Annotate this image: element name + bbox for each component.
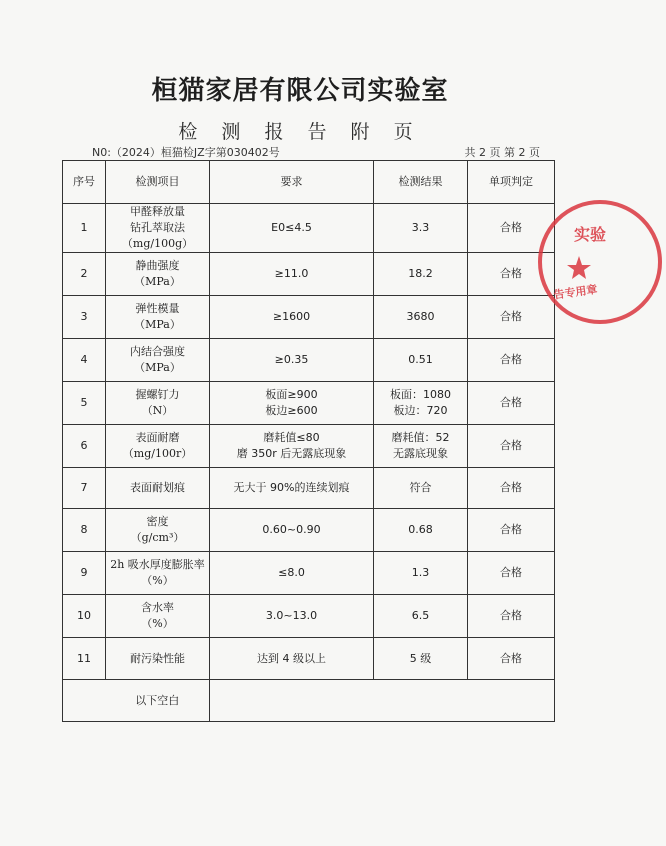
row-number: 7	[63, 468, 106, 509]
test-results-table	[62, 160, 555, 722]
table-row	[63, 296, 555, 339]
test-result	[374, 509, 468, 552]
test-result	[374, 638, 468, 680]
item-line: 密度	[146, 515, 169, 528]
table-row	[63, 468, 555, 509]
result-line: 0.51	[408, 353, 433, 366]
table-row	[63, 552, 555, 595]
verdict: 合格	[468, 638, 555, 680]
test-result	[374, 595, 468, 638]
row-number: 6	[63, 425, 106, 468]
row-number: 9	[63, 552, 106, 595]
req-line: 磨 350r 后无露底现象	[236, 447, 347, 460]
requirement	[210, 382, 374, 425]
header-result: 检测结果	[374, 161, 468, 204]
req-line: 无大于 90%的连续划痕	[233, 481, 350, 494]
test-result	[374, 296, 468, 339]
row-number: 8	[63, 509, 106, 552]
official-seal	[534, 196, 666, 328]
blank-note-row	[63, 680, 555, 722]
verdict: 合格	[468, 296, 555, 339]
item-line: 握螺钉力	[135, 388, 180, 401]
test-item	[106, 638, 210, 680]
item-line: （g/cm³）	[130, 531, 185, 544]
test-item	[106, 296, 210, 339]
req-line: 板边≥600	[265, 404, 318, 417]
table-row	[63, 425, 555, 468]
seal-text-top: 实验	[574, 225, 607, 244]
test-item	[106, 509, 210, 552]
header-requirement: 要求	[210, 161, 374, 204]
verdict: 合格	[468, 595, 555, 638]
test-result	[374, 253, 468, 296]
row-number: 1	[63, 204, 106, 253]
req-line: E0≤4.5	[271, 221, 312, 234]
item-line: 耐污染性能	[130, 651, 185, 665]
header-no: 序号	[63, 161, 106, 204]
req-line: 板面≥900	[265, 388, 318, 401]
item-line: 表面耐划痕	[130, 481, 185, 494]
requirement	[210, 339, 374, 382]
item-line: 内结合强度	[130, 345, 185, 358]
item-line: 含水率	[141, 601, 174, 614]
item-line: （N）	[141, 404, 174, 417]
lab-name: 桓猫家居有限公司实验室	[151, 76, 449, 106]
requirement	[210, 253, 374, 296]
empty-cell	[210, 680, 555, 722]
result-line: 0.68	[408, 523, 433, 536]
table-body	[63, 204, 555, 722]
result-line: 3680	[406, 310, 435, 323]
item-line: 弹性模量	[135, 302, 180, 315]
result-line: 18.2	[408, 267, 433, 280]
req-line: 0.60~0.90	[262, 523, 321, 536]
requirement	[210, 425, 374, 468]
item-line: 甲醛释放量	[130, 205, 185, 218]
table-row	[63, 339, 555, 382]
test-item	[106, 339, 210, 382]
page-info: 共 2 页 第 2 页	[464, 146, 540, 159]
result-line: 板面：1080	[390, 388, 451, 401]
req-line: ≥0.35	[274, 353, 309, 366]
test-result	[374, 204, 468, 253]
header-verdict: 单项判定	[468, 161, 555, 204]
row-number: 2	[63, 253, 106, 296]
req-line: ≥11.0	[274, 267, 309, 280]
verdict: 合格	[468, 204, 555, 253]
row-number: 11	[63, 638, 106, 680]
item-line: （MPa）	[134, 361, 181, 374]
table-row	[63, 509, 555, 552]
result-line: 板边：720	[393, 404, 448, 417]
test-item	[106, 552, 210, 595]
req-line: ≥1600	[272, 310, 311, 323]
verdict: 合格	[468, 382, 555, 425]
requirement	[210, 595, 374, 638]
item-line: （mg/100r）	[122, 447, 193, 460]
test-item	[106, 468, 210, 509]
verdict: 合格	[468, 509, 555, 552]
test-item	[106, 204, 210, 253]
test-item	[106, 425, 210, 468]
requirement	[210, 296, 374, 339]
blank-note: 以下空白	[106, 680, 210, 722]
req-line: 磨耗值≤80	[263, 431, 320, 444]
verdict: 合格	[468, 425, 555, 468]
document-title: 检 测 报 告 附 页	[178, 121, 422, 143]
item-line: 2h 吸水厚度膨胀率	[110, 558, 205, 571]
table-header-row	[63, 161, 555, 204]
row-number: 4	[63, 339, 106, 382]
test-result	[374, 382, 468, 425]
result-line: 符合	[409, 481, 432, 494]
test-result	[374, 339, 468, 382]
item-line: （%）	[141, 574, 174, 587]
item-line: （mg/100g）	[121, 237, 194, 250]
test-item	[106, 253, 210, 296]
verdict: 合格	[468, 253, 555, 296]
test-result	[374, 552, 468, 595]
result-line: 1.3	[411, 566, 430, 579]
result-line: 5 级	[409, 651, 432, 665]
table-row	[63, 204, 555, 253]
verdict: 合格	[468, 552, 555, 595]
result-line: 6.5	[411, 609, 430, 622]
test-result	[374, 425, 468, 468]
seal-text-bottom: 告专用章	[552, 282, 599, 302]
table-row	[63, 382, 555, 425]
test-result	[374, 468, 468, 509]
item-line: （%）	[141, 617, 174, 630]
requirement	[210, 638, 374, 680]
row-number: 10	[63, 595, 106, 638]
test-item	[106, 595, 210, 638]
table-row	[63, 595, 555, 638]
row-number: 5	[63, 382, 106, 425]
requirement	[210, 468, 374, 509]
table-row	[63, 638, 555, 680]
report-number: N0:（2024）桓猫检JZ字第030402号	[92, 146, 280, 159]
item-line: （MPa）	[134, 318, 181, 331]
verdict: 合格	[468, 339, 555, 382]
header-item: 检测项目	[106, 161, 210, 204]
test-item	[106, 382, 210, 425]
item-line: 表面耐磨	[135, 431, 180, 444]
requirement	[210, 204, 374, 253]
req-line: 达到 4 级以上	[257, 651, 326, 665]
requirement	[210, 552, 374, 595]
empty-cell	[63, 680, 106, 722]
requirement	[210, 509, 374, 552]
req-line: 3.0~13.0	[265, 609, 318, 622]
verdict: 合格	[468, 468, 555, 509]
item-line: 钻孔萃取法	[130, 221, 185, 234]
table-row	[63, 253, 555, 296]
result-line: 磨耗值：52	[391, 431, 450, 444]
result-line: 无露底现象	[393, 447, 448, 460]
item-line: （MPa）	[134, 275, 181, 288]
req-line: ≤8.0	[278, 566, 305, 579]
result-line: 3.3	[411, 221, 430, 234]
row-number: 3	[63, 296, 106, 339]
item-line: 静曲强度	[135, 259, 180, 272]
